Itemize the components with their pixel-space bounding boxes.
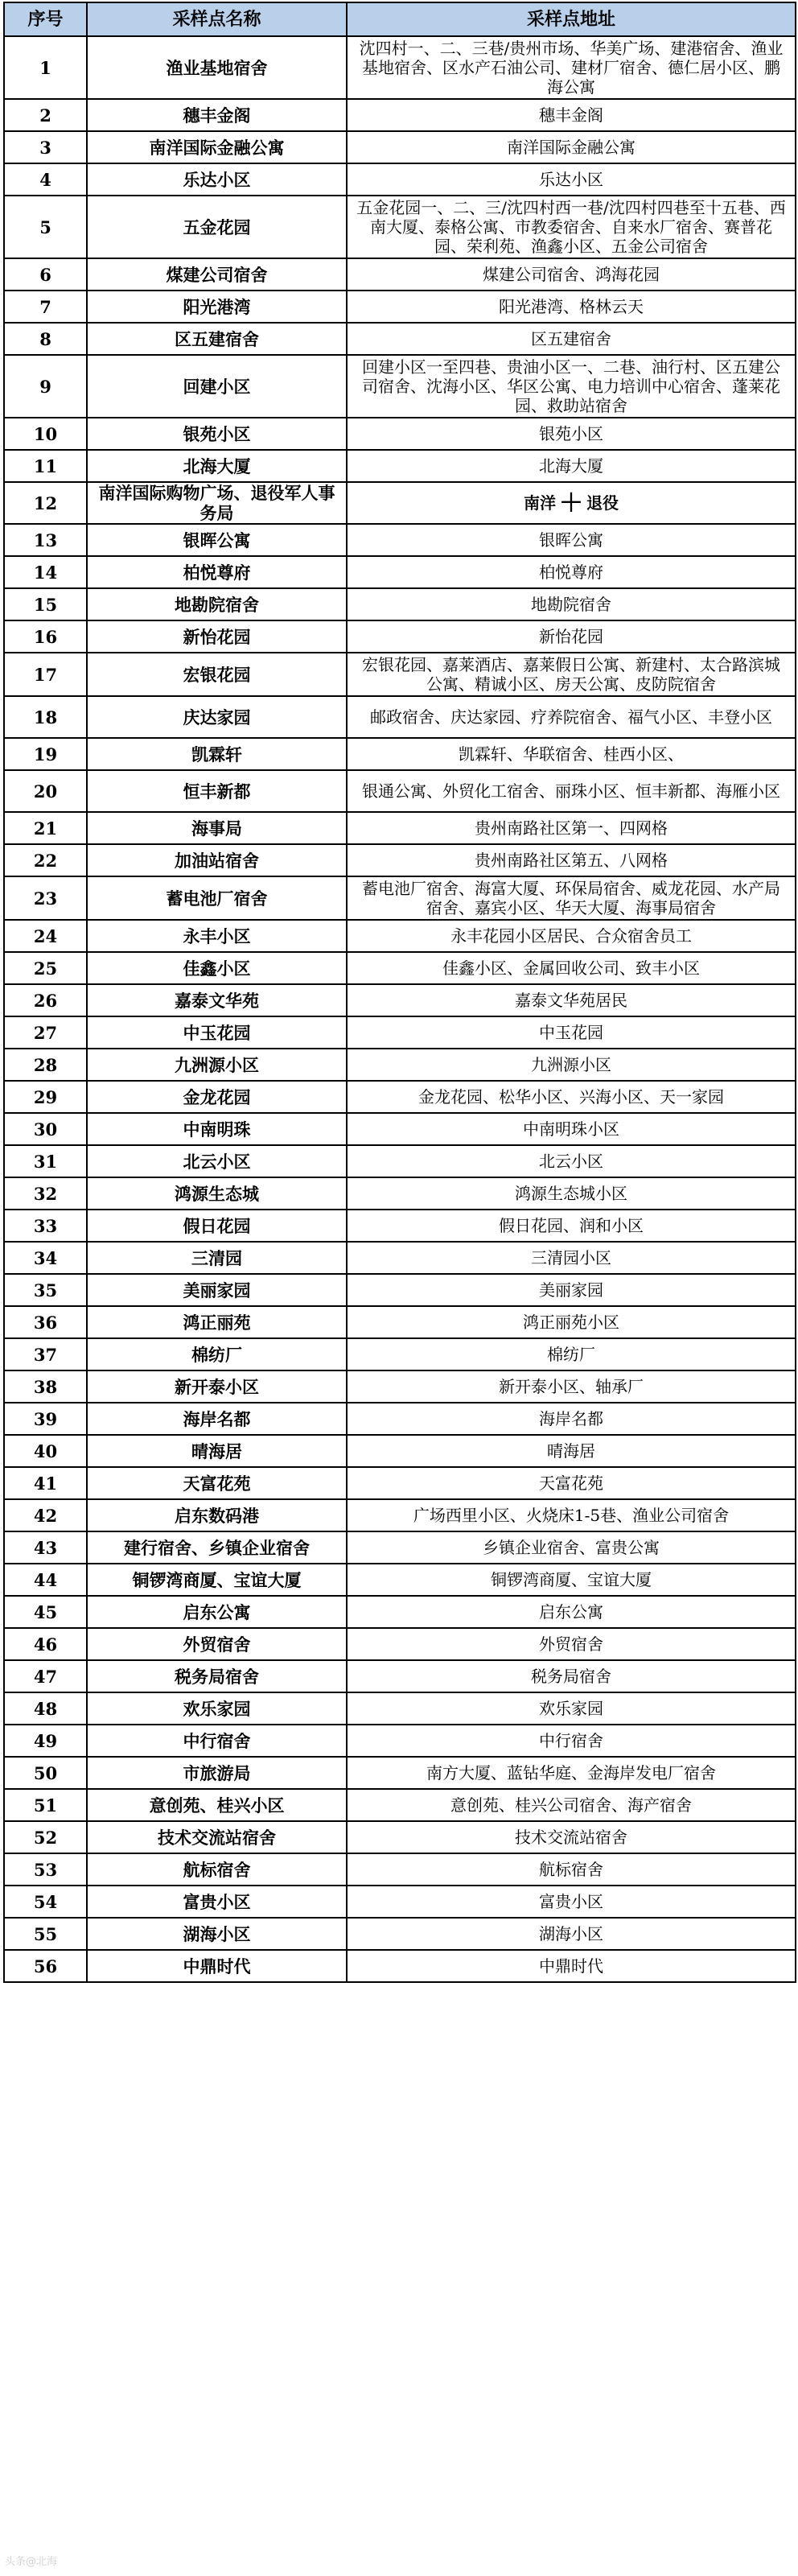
table-row [4, 196, 796, 258]
table-row [4, 1531, 796, 1564]
row-point-name: 九洲源小区 [87, 1049, 347, 1081]
row-point-name: 启东公寓 [87, 1596, 347, 1628]
table-row [4, 1757, 796, 1789]
row-point-address: 鸿源生态城小区 [347, 1177, 796, 1210]
row-point-name: 中玉花园 [87, 1016, 347, 1049]
row-point-name: 嘉泰文华苑 [87, 984, 347, 1016]
row-point-name: 地勘院宿舍 [87, 588, 347, 620]
header-point-name: 采样点名称 [87, 2, 347, 36]
row-point-address: 棉纺厂 [347, 1338, 796, 1370]
row-point-address: 沈四村一、二、三巷/贵州市场、华美广场、建港宿舍、渔业基地宿舍、区水产石油公司、建材厂宿舍、德仁居小区、鹏海公寓 [347, 36, 796, 99]
row-point-address: 意创苑、桂兴公司宿舍、海产宿舍 [347, 1789, 796, 1821]
table-row [4, 1242, 796, 1274]
row-point-address: 凯霖轩、华联宿舍、桂西小区、 [347, 738, 796, 770]
row-index: 22 [4, 844, 87, 876]
row-index: 35 [4, 1274, 87, 1306]
row-point-name: 新怡花园 [87, 620, 347, 653]
table-row [4, 99, 796, 131]
row-point-address: 煤建公司宿舍、鸿海花园 [347, 258, 796, 291]
table-row [4, 1338, 796, 1370]
row-point-name: 天富花苑 [87, 1467, 347, 1499]
table-row [4, 1596, 796, 1628]
header-row [4, 2, 796, 36]
row-index: 2 [4, 99, 87, 131]
row-point-name: 庆达家园 [87, 696, 347, 738]
row-index: 43 [4, 1531, 87, 1564]
row-point-address: 中鼎时代 [347, 1950, 796, 1982]
row-point-name: 三清园 [87, 1242, 347, 1274]
row-point-name: 南洋国际金融公寓 [87, 131, 347, 163]
row-point-address: 中玉花园 [347, 1016, 796, 1049]
row-point-name: 银苑小区 [87, 418, 347, 450]
row-point-name: 棉纺厂 [87, 1338, 347, 1370]
row-index: 37 [4, 1338, 87, 1370]
row-point-name: 北海大厦 [87, 450, 347, 482]
row-index: 9 [4, 355, 87, 418]
row-point-address: 三清园小区 [347, 1242, 796, 1274]
row-point-name: 建行宿舍、乡镇企业宿舍 [87, 1531, 347, 1564]
row-index: 53 [4, 1853, 87, 1886]
table-row [4, 1886, 796, 1918]
row-point-name: 五金花园 [87, 196, 347, 258]
row-index: 12 [4, 482, 87, 524]
row-point-name: 乐达小区 [87, 163, 347, 196]
row-point-address: 美丽家园 [347, 1274, 796, 1306]
row-point-name: 铜锣湾商厦、宝谊大厦 [87, 1564, 347, 1596]
row-index: 21 [4, 812, 87, 844]
row-index: 50 [4, 1757, 87, 1789]
row-point-name: 欢乐家园 [87, 1692, 347, 1725]
row-point-address: 税务局宿舍 [347, 1660, 796, 1692]
row-point-name: 中鼎时代 [87, 1950, 347, 1982]
row-index: 3 [4, 131, 87, 163]
row-point-address: 航标宿舍 [347, 1853, 796, 1886]
row-index: 36 [4, 1306, 87, 1338]
row-point-name: 海岸名都 [87, 1403, 347, 1435]
row-point-name: 税务局宿舍 [87, 1660, 347, 1692]
row-index: 20 [4, 770, 87, 812]
table-row [4, 323, 796, 355]
table-row [4, 1274, 796, 1306]
row-index: 1 [4, 36, 87, 99]
table-row [4, 1660, 796, 1692]
row-point-name: 市旅游局 [87, 1757, 347, 1789]
table-row [4, 1499, 796, 1531]
row-index: 33 [4, 1210, 87, 1242]
row-index: 8 [4, 323, 87, 355]
row-point-address: 南洋国际金融公寓 [347, 131, 796, 163]
row-index: 4 [4, 163, 87, 196]
table-row [4, 291, 796, 323]
table-row [4, 738, 796, 770]
row-index: 38 [4, 1370, 87, 1403]
row-point-name: 北云小区 [87, 1145, 347, 1177]
table-row [4, 844, 796, 876]
row-index: 16 [4, 620, 87, 653]
row-point-name: 美丽家园 [87, 1274, 347, 1306]
row-index: 28 [4, 1049, 87, 1081]
table-row [4, 1403, 796, 1435]
row-index: 19 [4, 738, 87, 770]
table-row [4, 1435, 796, 1467]
row-point-address: 银晖公寓 [347, 524, 796, 556]
table-row [4, 770, 796, 812]
row-index: 39 [4, 1403, 87, 1435]
header-point-address: 采样点地址 [347, 2, 796, 36]
row-point-address: 贵州南路社区第一、四网格 [347, 812, 796, 844]
row-point-address: 天富花苑 [347, 1467, 796, 1499]
row-index: 32 [4, 1177, 87, 1210]
row-point-name: 新开泰小区 [87, 1370, 347, 1403]
row-point-name: 凯霖轩 [87, 738, 347, 770]
table-row [4, 556, 796, 588]
row-index: 46 [4, 1628, 87, 1660]
row-point-address: 阳光港湾、格林云天 [347, 291, 796, 323]
table-row [4, 1950, 796, 1982]
table-row [4, 952, 796, 984]
table-row [4, 482, 796, 524]
row-index: 26 [4, 984, 87, 1016]
row-point-name: 宏银花园 [87, 653, 347, 696]
row-index: 56 [4, 1950, 87, 1982]
row-index: 48 [4, 1692, 87, 1725]
table-header [4, 2, 796, 36]
row-point-address: 湖海小区 [347, 1918, 796, 1950]
row-index: 34 [4, 1242, 87, 1274]
row-point-name: 海事局 [87, 812, 347, 844]
row-index: 6 [4, 258, 87, 291]
table-body [4, 36, 796, 1982]
header-index: 序号 [4, 2, 87, 36]
row-point-name: 鸿源生态城 [87, 1177, 347, 1210]
row-point-address: 晴海居 [347, 1435, 796, 1467]
row-point-address: 海岸名都 [347, 1403, 796, 1435]
row-index: 25 [4, 952, 87, 984]
row-point-address: 新怡花园 [347, 620, 796, 653]
table-row [4, 1177, 796, 1210]
row-index: 29 [4, 1081, 87, 1113]
row-point-address: 永丰花园小区居民、合众宿舍员工 [347, 920, 796, 952]
row-point-address: 广场西里小区、火烧床1-5巷、渔业公司宿舍 [347, 1499, 796, 1531]
row-index: 7 [4, 291, 87, 323]
table-row [4, 1789, 796, 1821]
table-row [4, 876, 796, 920]
table-row [4, 131, 796, 163]
table-row [4, 653, 796, 696]
table-row [4, 450, 796, 482]
table-row [4, 1853, 796, 1886]
row-index: 24 [4, 920, 87, 952]
row-point-name: 阳光港湾 [87, 291, 347, 323]
table-row [4, 163, 796, 196]
row-point-address: 中南明珠小区 [347, 1113, 796, 1145]
plus-sign: ＋ [559, 488, 583, 517]
row-index: 40 [4, 1435, 87, 1467]
row-point-name: 假日花园 [87, 1210, 347, 1242]
table-row [4, 1049, 796, 1081]
row-index: 49 [4, 1725, 87, 1757]
row-index: 31 [4, 1145, 87, 1177]
table-row [4, 696, 796, 738]
row-point-address: 银通公寓、外贸化工宿舍、丽珠小区、恒丰新都、海雁小区 [347, 770, 796, 812]
row-point-address: 北海大厦 [347, 450, 796, 482]
row-point-address: 外贸宿舍 [347, 1628, 796, 1660]
row-point-name: 启东数码港 [87, 1499, 347, 1531]
table-row [4, 355, 796, 418]
row-point-address: 蓄电池厂宿舍、海富大厦、环保局宿舍、威龙花园、水产局宿舍、嘉宾小区、华天大厦、海事局宿舍 [347, 876, 796, 920]
row-point-address: 铜锣湾商厦、宝谊大厦 [347, 1564, 796, 1596]
row-index: 27 [4, 1016, 87, 1049]
table-row [4, 812, 796, 844]
row-index: 42 [4, 1499, 87, 1531]
table-row [4, 1306, 796, 1338]
row-index: 15 [4, 588, 87, 620]
row-point-address: 贵州南路社区第五、八网格 [347, 844, 796, 876]
row-point-name: 永丰小区 [87, 920, 347, 952]
row-index: 18 [4, 696, 87, 738]
row-index: 10 [4, 418, 87, 450]
row-point-name: 回建小区 [87, 355, 347, 418]
row-point-address: 九洲源小区 [347, 1049, 796, 1081]
row-index: 45 [4, 1596, 87, 1628]
row-point-address: 技术交流站宿舍 [347, 1821, 796, 1853]
table-row [4, 620, 796, 653]
row-point-address: 回建小区一至四巷、贵油小区一、二巷、油行村、区五建公司宿舍、沈海小区、华区公寓、电力培训中心宿舍、蓬莱花园、救助站宿舍 [347, 355, 796, 418]
row-point-name: 晴海居 [87, 1435, 347, 1467]
row-point-address: 穗丰金阁 [347, 99, 796, 131]
row-index: 13 [4, 524, 87, 556]
table-row [4, 1918, 796, 1950]
row-point-name: 金龙花园 [87, 1081, 347, 1113]
row-point-address: 北云小区 [347, 1145, 796, 1177]
table-row [4, 1210, 796, 1242]
row-point-name: 南洋国际购物广场、退役军人事务局 [87, 482, 347, 524]
table-row [4, 258, 796, 291]
row-point-address: 启东公寓 [347, 1596, 796, 1628]
table-row [4, 1725, 796, 1757]
row-point-name: 富贵小区 [87, 1886, 347, 1918]
row-point-name: 恒丰新都 [87, 770, 347, 812]
row-point-name: 中行宿舍 [87, 1725, 347, 1757]
table-row [4, 588, 796, 620]
row-point-address: 五金花园一、二、三/沈四村西一巷/沈四村四巷至十五巷、西南大厦、泰格公寓、市教委宿舍、自来水厂宿舍、赛普花园、荣利苑、渔鑫小区、五金公司宿舍 [347, 196, 796, 258]
row-point-name: 银晖公寓 [87, 524, 347, 556]
row-index: 41 [4, 1467, 87, 1499]
row-index: 23 [4, 876, 87, 920]
row-index: 11 [4, 450, 87, 482]
row-point-name: 外贸宿舍 [87, 1628, 347, 1660]
table-row [4, 418, 796, 450]
table-row [4, 1370, 796, 1403]
row-point-name: 穗丰金阁 [87, 99, 347, 131]
table-row [4, 1113, 796, 1145]
row-point-address: 富贵小区 [347, 1886, 796, 1918]
table-row [4, 1016, 796, 1049]
row-index: 5 [4, 196, 87, 258]
row-point-address: 新开泰小区、轴承厂 [347, 1370, 796, 1403]
row-point-name: 中南明珠 [87, 1113, 347, 1145]
table-row [4, 1467, 796, 1499]
row-point-name: 煤建公司宿舍 [87, 258, 347, 291]
row-point-address: 南方大厦、蓝钻华庭、金海岸发电厂宿舍 [347, 1757, 796, 1789]
row-point-name: 区五建宿舍 [87, 323, 347, 355]
table-row [4, 36, 796, 99]
table-row [4, 920, 796, 952]
table-row [4, 1564, 796, 1596]
row-index: 14 [4, 556, 87, 588]
row-point-name: 佳鑫小区 [87, 952, 347, 984]
row-point-name: 渔业基地宿舍 [87, 36, 347, 99]
row-point-address: 南洋 ＋ 退役 [347, 482, 796, 524]
row-index: 30 [4, 1113, 87, 1145]
row-point-name: 加油站宿舍 [87, 844, 347, 876]
sampling-points-table [3, 2, 796, 1983]
table-row [4, 1145, 796, 1177]
row-point-address: 假日花园、润和小区 [347, 1210, 796, 1242]
row-point-address: 佳鑫小区、金属回收公司、致丰小区 [347, 952, 796, 984]
table-row [4, 524, 796, 556]
row-point-name: 鸿正丽苑 [87, 1306, 347, 1338]
row-point-address: 区五建宿舍 [347, 323, 796, 355]
row-index: 52 [4, 1821, 87, 1853]
row-point-address: 乐达小区 [347, 163, 796, 196]
row-point-address: 嘉泰文华苑居民 [347, 984, 796, 1016]
row-index: 44 [4, 1564, 87, 1596]
row-point-address: 中行宿舍 [347, 1725, 796, 1757]
row-point-address: 鸿正丽苑小区 [347, 1306, 796, 1338]
table-row [4, 1081, 796, 1113]
row-index: 47 [4, 1660, 87, 1692]
row-point-name: 意创苑、桂兴小区 [87, 1789, 347, 1821]
row-index: 17 [4, 653, 87, 696]
row-point-address: 宏银花园、嘉莱酒店、嘉莱假日公寓、新建村、太合路滨城公寓、精诚小区、房天公寓、皮防院宿舍 [347, 653, 796, 696]
table-row [4, 1692, 796, 1725]
table-row [4, 984, 796, 1016]
table-row [4, 1628, 796, 1660]
table-row [4, 1821, 796, 1853]
row-point-address: 柏悦尊府 [347, 556, 796, 588]
row-index: 55 [4, 1918, 87, 1950]
row-point-address: 欢乐家园 [347, 1692, 796, 1725]
row-point-name: 湖海小区 [87, 1918, 347, 1950]
row-point-address: 乡镇企业宿舍、富贵公寓 [347, 1531, 796, 1564]
row-index: 51 [4, 1789, 87, 1821]
row-point-name: 技术交流站宿舍 [87, 1821, 347, 1853]
row-point-address: 邮政宿舍、庆达家园、疗养院宿舍、福气小区、丰登小区 [347, 696, 796, 738]
row-point-address: 金龙花园、松华小区、兴海小区、天一家园 [347, 1081, 796, 1113]
watermark: 头条@北海 [5, 2556, 58, 2568]
row-point-address: 地勘院宿舍 [347, 588, 796, 620]
row-point-address: 银苑小区 [347, 418, 796, 450]
row-index: 54 [4, 1886, 87, 1918]
row-point-name: 蓄电池厂宿舍 [87, 876, 347, 920]
row-point-name: 航标宿舍 [87, 1853, 347, 1886]
row-point-name: 柏悦尊府 [87, 556, 347, 588]
